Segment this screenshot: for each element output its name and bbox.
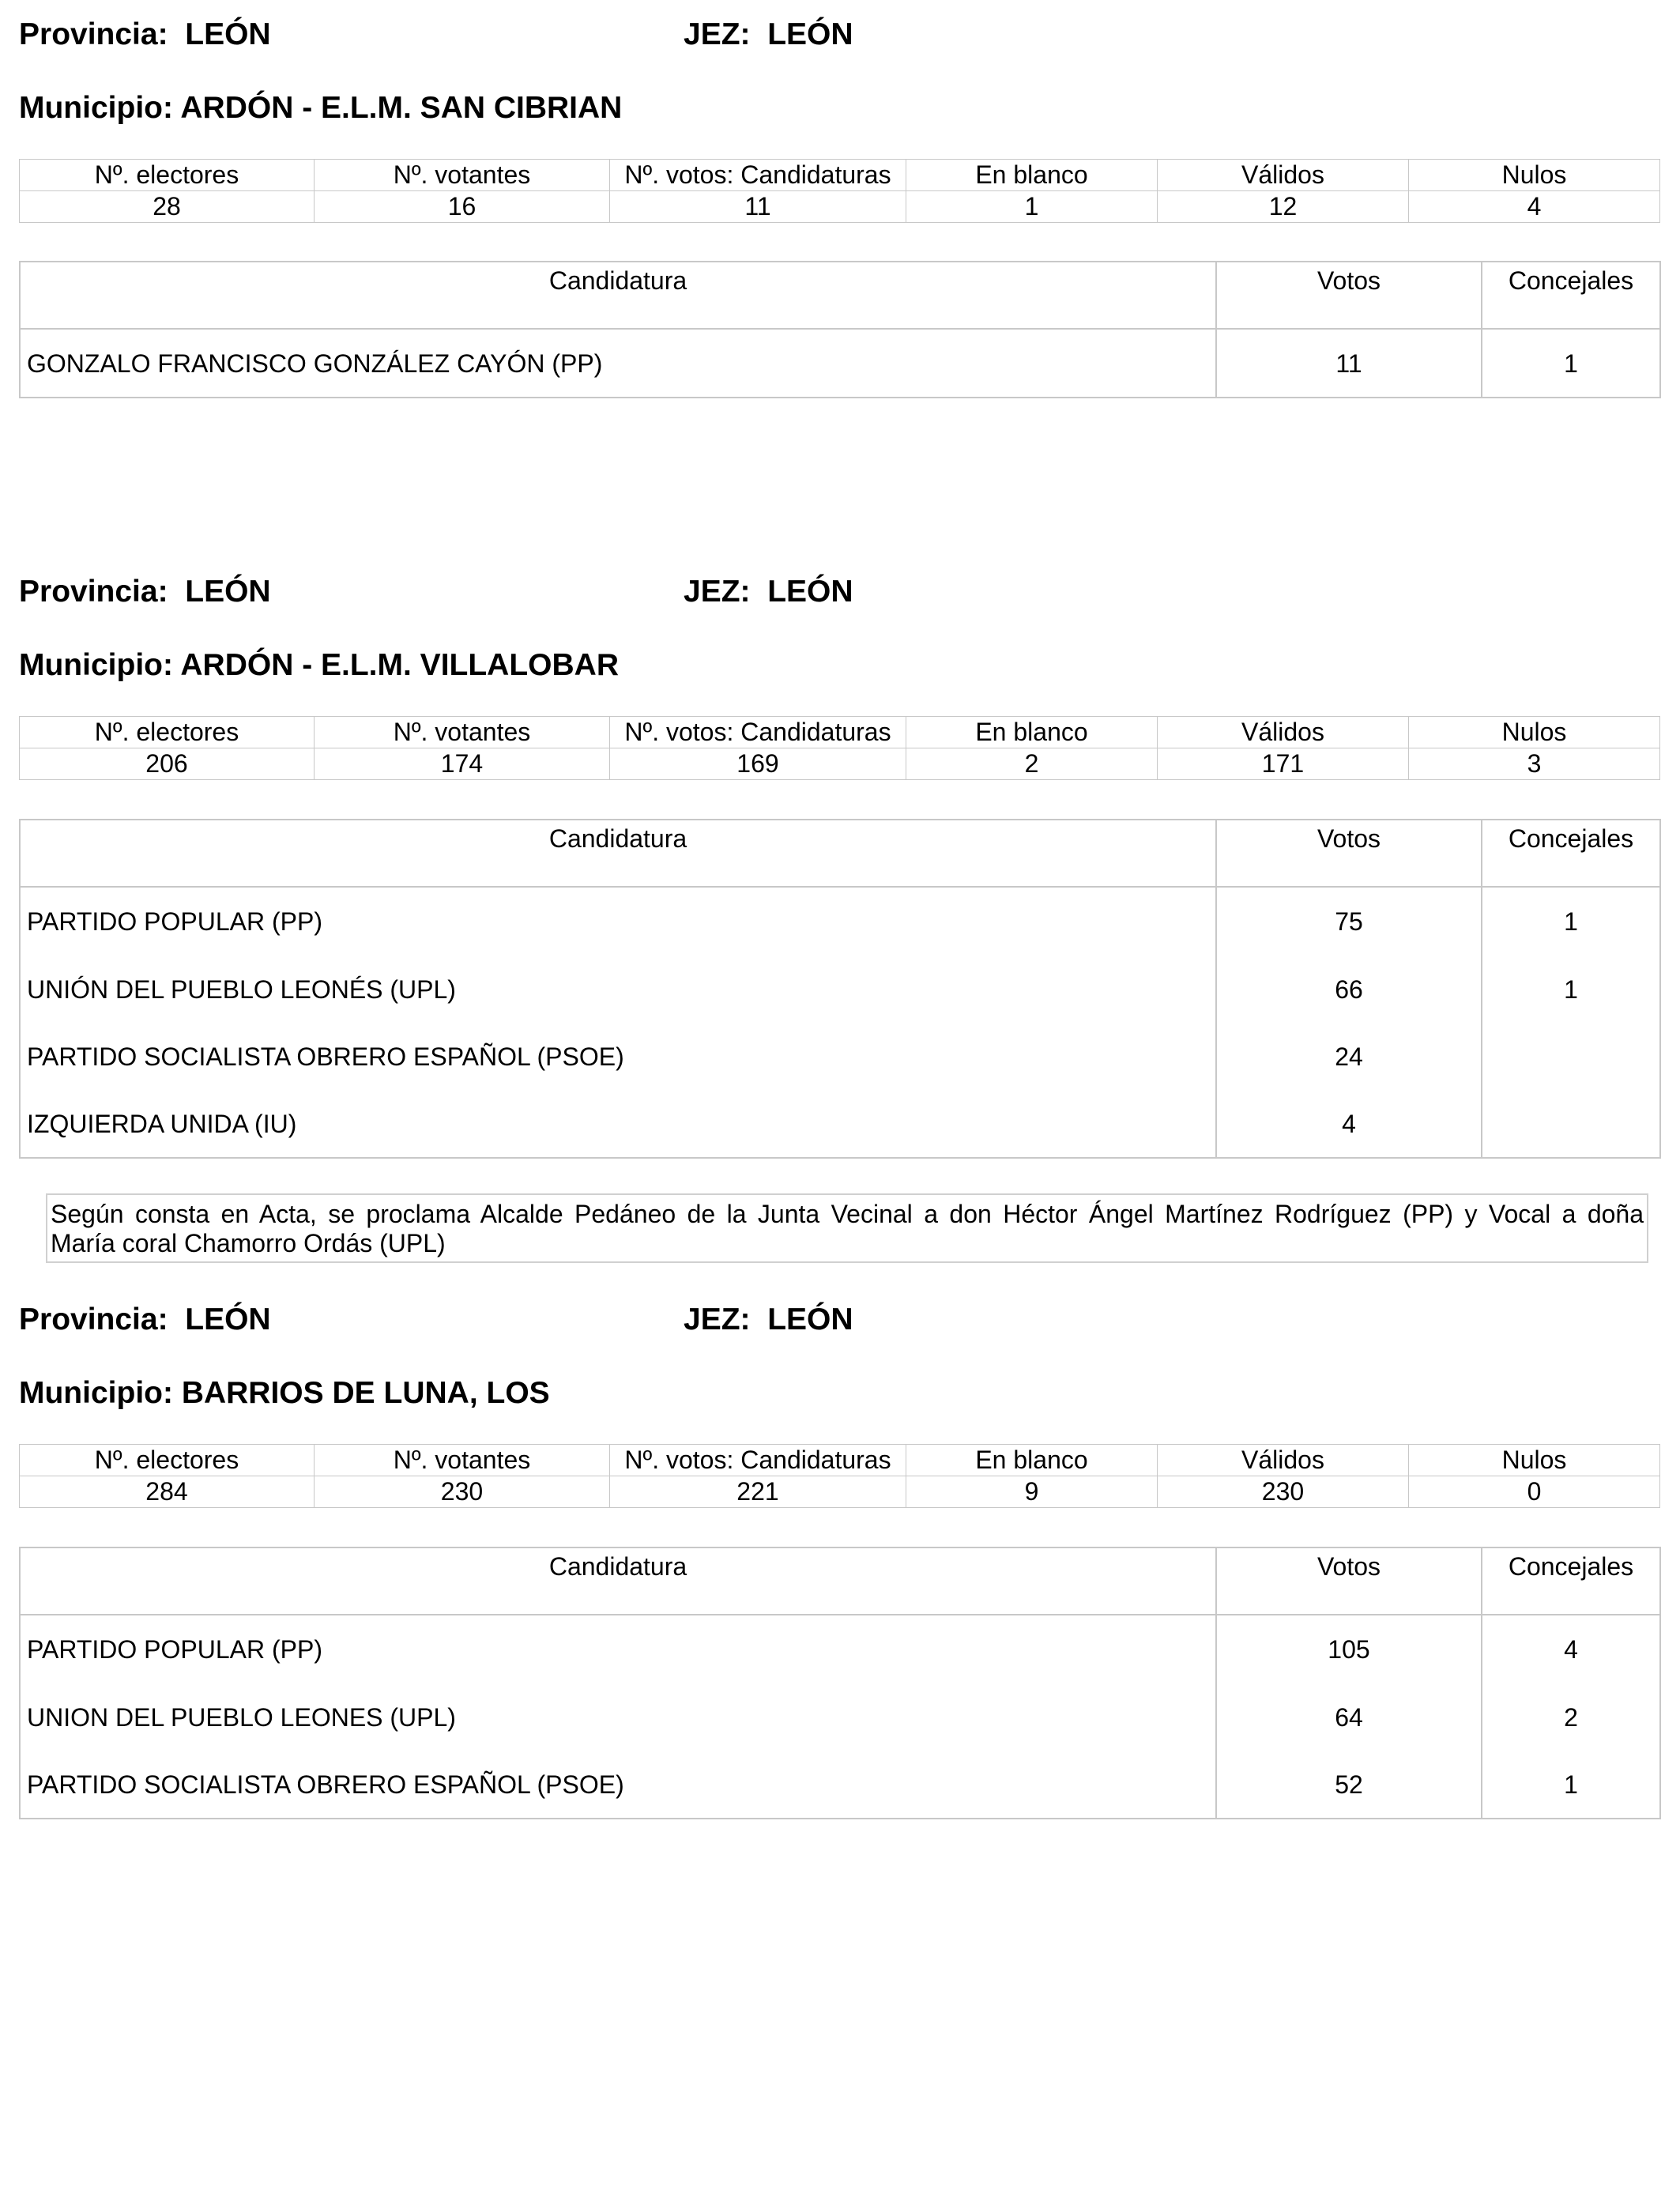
results-header: Concejales xyxy=(1482,1547,1660,1615)
results-header: Candidatura xyxy=(20,1547,1216,1615)
results-table xyxy=(19,261,1661,398)
candidatura-name: GONZALO FRANCISCO GONZÁLEZ CAYÓN (PP) xyxy=(20,329,1216,398)
candidatura-name: PARTIDO SOCIALISTA OBRERO ESPAÑOL (PSOE) xyxy=(20,1023,1216,1090)
results-header-row xyxy=(20,820,1660,887)
stats-value: 2 xyxy=(906,748,1158,780)
stats-value: 230 xyxy=(315,1476,610,1508)
stats-header: Nº. votos: Candidaturas xyxy=(610,160,906,191)
candidatura-name: IZQUIERDA UNIDA (IU) xyxy=(20,1090,1216,1158)
table-row xyxy=(20,1023,1660,1090)
stats-value: 9 xyxy=(906,1476,1158,1508)
votos-value: 11 xyxy=(1216,329,1482,398)
votos-value: 4 xyxy=(1216,1090,1482,1158)
table-row xyxy=(20,956,1660,1023)
stats-header: Nº. electores xyxy=(20,717,315,748)
stats-header-row xyxy=(20,160,1660,191)
stats-value: 16 xyxy=(315,191,610,223)
municipio-heading: Municipio: BARRIOS DE LUNA, LOS xyxy=(19,1376,550,1410)
stats-header: En blanco xyxy=(906,1445,1158,1476)
stats-table xyxy=(19,716,1660,780)
stats-value: 171 xyxy=(1158,748,1409,780)
table-row xyxy=(20,1683,1660,1751)
votos-value: 52 xyxy=(1216,1751,1482,1819)
stats-header: Nº. electores xyxy=(20,160,315,191)
note-line: Según consta en Acta, se proclama Alcalde Pedáneo de la Junta Vecinal a don Héctor Ángel Martínez Rodríguez (PP) y Vocal a doña xyxy=(51,1200,1644,1228)
table-row xyxy=(20,329,1660,398)
results-header: Candidatura xyxy=(20,262,1216,329)
jez-heading: JEZ: LEÓN xyxy=(684,17,853,51)
stats-value: 11 xyxy=(610,191,906,223)
concejales-value: 1 xyxy=(1482,1751,1660,1819)
stats-value: 0 xyxy=(1409,1476,1660,1508)
stats-header: Nº. votantes xyxy=(315,1445,610,1476)
stats-value: 4 xyxy=(1409,191,1660,223)
candidatura-name: UNION DEL PUEBLO LEONES (UPL) xyxy=(20,1683,1216,1751)
results-header: Votos xyxy=(1216,820,1482,887)
stats-header: Válidos xyxy=(1158,717,1409,748)
stats-header-row xyxy=(20,717,1660,748)
stats-value: 230 xyxy=(1158,1476,1409,1508)
stats-header: Nº. votantes xyxy=(315,160,610,191)
stats-header-row xyxy=(20,1445,1660,1476)
stats-value: 12 xyxy=(1158,191,1409,223)
municipio-heading: Municipio: ARDÓN - E.L.M. VILLALOBAR xyxy=(19,648,619,682)
votos-value: 64 xyxy=(1216,1683,1482,1751)
table-row xyxy=(20,1090,1660,1158)
stats-value: 3 xyxy=(1409,748,1660,780)
stats-header: Válidos xyxy=(1158,160,1409,191)
table-row xyxy=(20,1615,1660,1683)
stats-table xyxy=(19,1444,1660,1508)
results-table xyxy=(19,819,1661,1159)
stats-value-row xyxy=(20,191,1660,223)
concejales-value: 1 xyxy=(1482,329,1660,398)
municipio-heading: Municipio: ARDÓN - E.L.M. SAN CIBRIAN xyxy=(19,91,623,125)
concejales-value: 4 xyxy=(1482,1615,1660,1683)
stats-value: 28 xyxy=(20,191,315,223)
stats-value: 1 xyxy=(906,191,1158,223)
results-header-row xyxy=(20,262,1660,329)
stats-header: En blanco xyxy=(906,717,1158,748)
stats-header: En blanco xyxy=(906,160,1158,191)
table-row xyxy=(20,887,1660,956)
stats-value-row xyxy=(20,1476,1660,1508)
results-header: Concejales xyxy=(1482,820,1660,887)
candidatura-name: PARTIDO POPULAR (PP) xyxy=(20,1615,1216,1683)
stats-header: Nulos xyxy=(1409,717,1660,748)
stats-value: 284 xyxy=(20,1476,315,1508)
note-line: María coral Chamorro Ordás (UPL) xyxy=(51,1229,446,1257)
results-table xyxy=(19,1547,1661,1819)
stats-value: 221 xyxy=(610,1476,906,1508)
results-header: Votos xyxy=(1216,262,1482,329)
votos-value: 66 xyxy=(1216,956,1482,1023)
results-header: Votos xyxy=(1216,1547,1482,1615)
stats-value-row xyxy=(20,748,1660,780)
provincia-heading: Provincia: LEÓN xyxy=(19,1302,271,1336)
stats-header: Válidos xyxy=(1158,1445,1409,1476)
stats-header: Nulos xyxy=(1409,1445,1660,1476)
provincia-heading: Provincia: LEÓN xyxy=(19,575,271,609)
stats-value: 169 xyxy=(610,748,906,780)
concejales-value: 2 xyxy=(1482,1683,1660,1751)
votos-value: 24 xyxy=(1216,1023,1482,1090)
stats-header: Nº. votos: Candidaturas xyxy=(610,717,906,748)
results-header: Concejales xyxy=(1482,262,1660,329)
stats-header: Nº. votantes xyxy=(315,717,610,748)
results-header-row xyxy=(20,1547,1660,1615)
stats-value: 206 xyxy=(20,748,315,780)
candidatura-name: PARTIDO POPULAR (PP) xyxy=(20,887,1216,956)
table-row xyxy=(20,1751,1660,1819)
concejales-value xyxy=(1482,1090,1660,1158)
concejales-value: 1 xyxy=(1482,956,1660,1023)
concejales-value xyxy=(1482,1023,1660,1090)
candidatura-name: UNIÓN DEL PUEBLO LEONÉS (UPL) xyxy=(20,956,1216,1023)
jez-heading: JEZ: LEÓN xyxy=(684,575,853,609)
votos-value: 75 xyxy=(1216,887,1482,956)
candidatura-name: PARTIDO SOCIALISTA OBRERO ESPAÑOL (PSOE) xyxy=(20,1751,1216,1819)
votos-value: 105 xyxy=(1216,1615,1482,1683)
stats-header: Nº. votos: Candidaturas xyxy=(610,1445,906,1476)
concejales-value: 1 xyxy=(1482,887,1660,956)
results-header: Candidatura xyxy=(20,820,1216,887)
stats-header: Nulos xyxy=(1409,160,1660,191)
stats-value: 174 xyxy=(315,748,610,780)
stats-table xyxy=(19,159,1660,223)
jez-heading: JEZ: LEÓN xyxy=(684,1302,853,1336)
proclamation-note xyxy=(46,1193,1648,1263)
stats-header: Nº. electores xyxy=(20,1445,315,1476)
provincia-heading: Provincia: LEÓN xyxy=(19,17,271,51)
